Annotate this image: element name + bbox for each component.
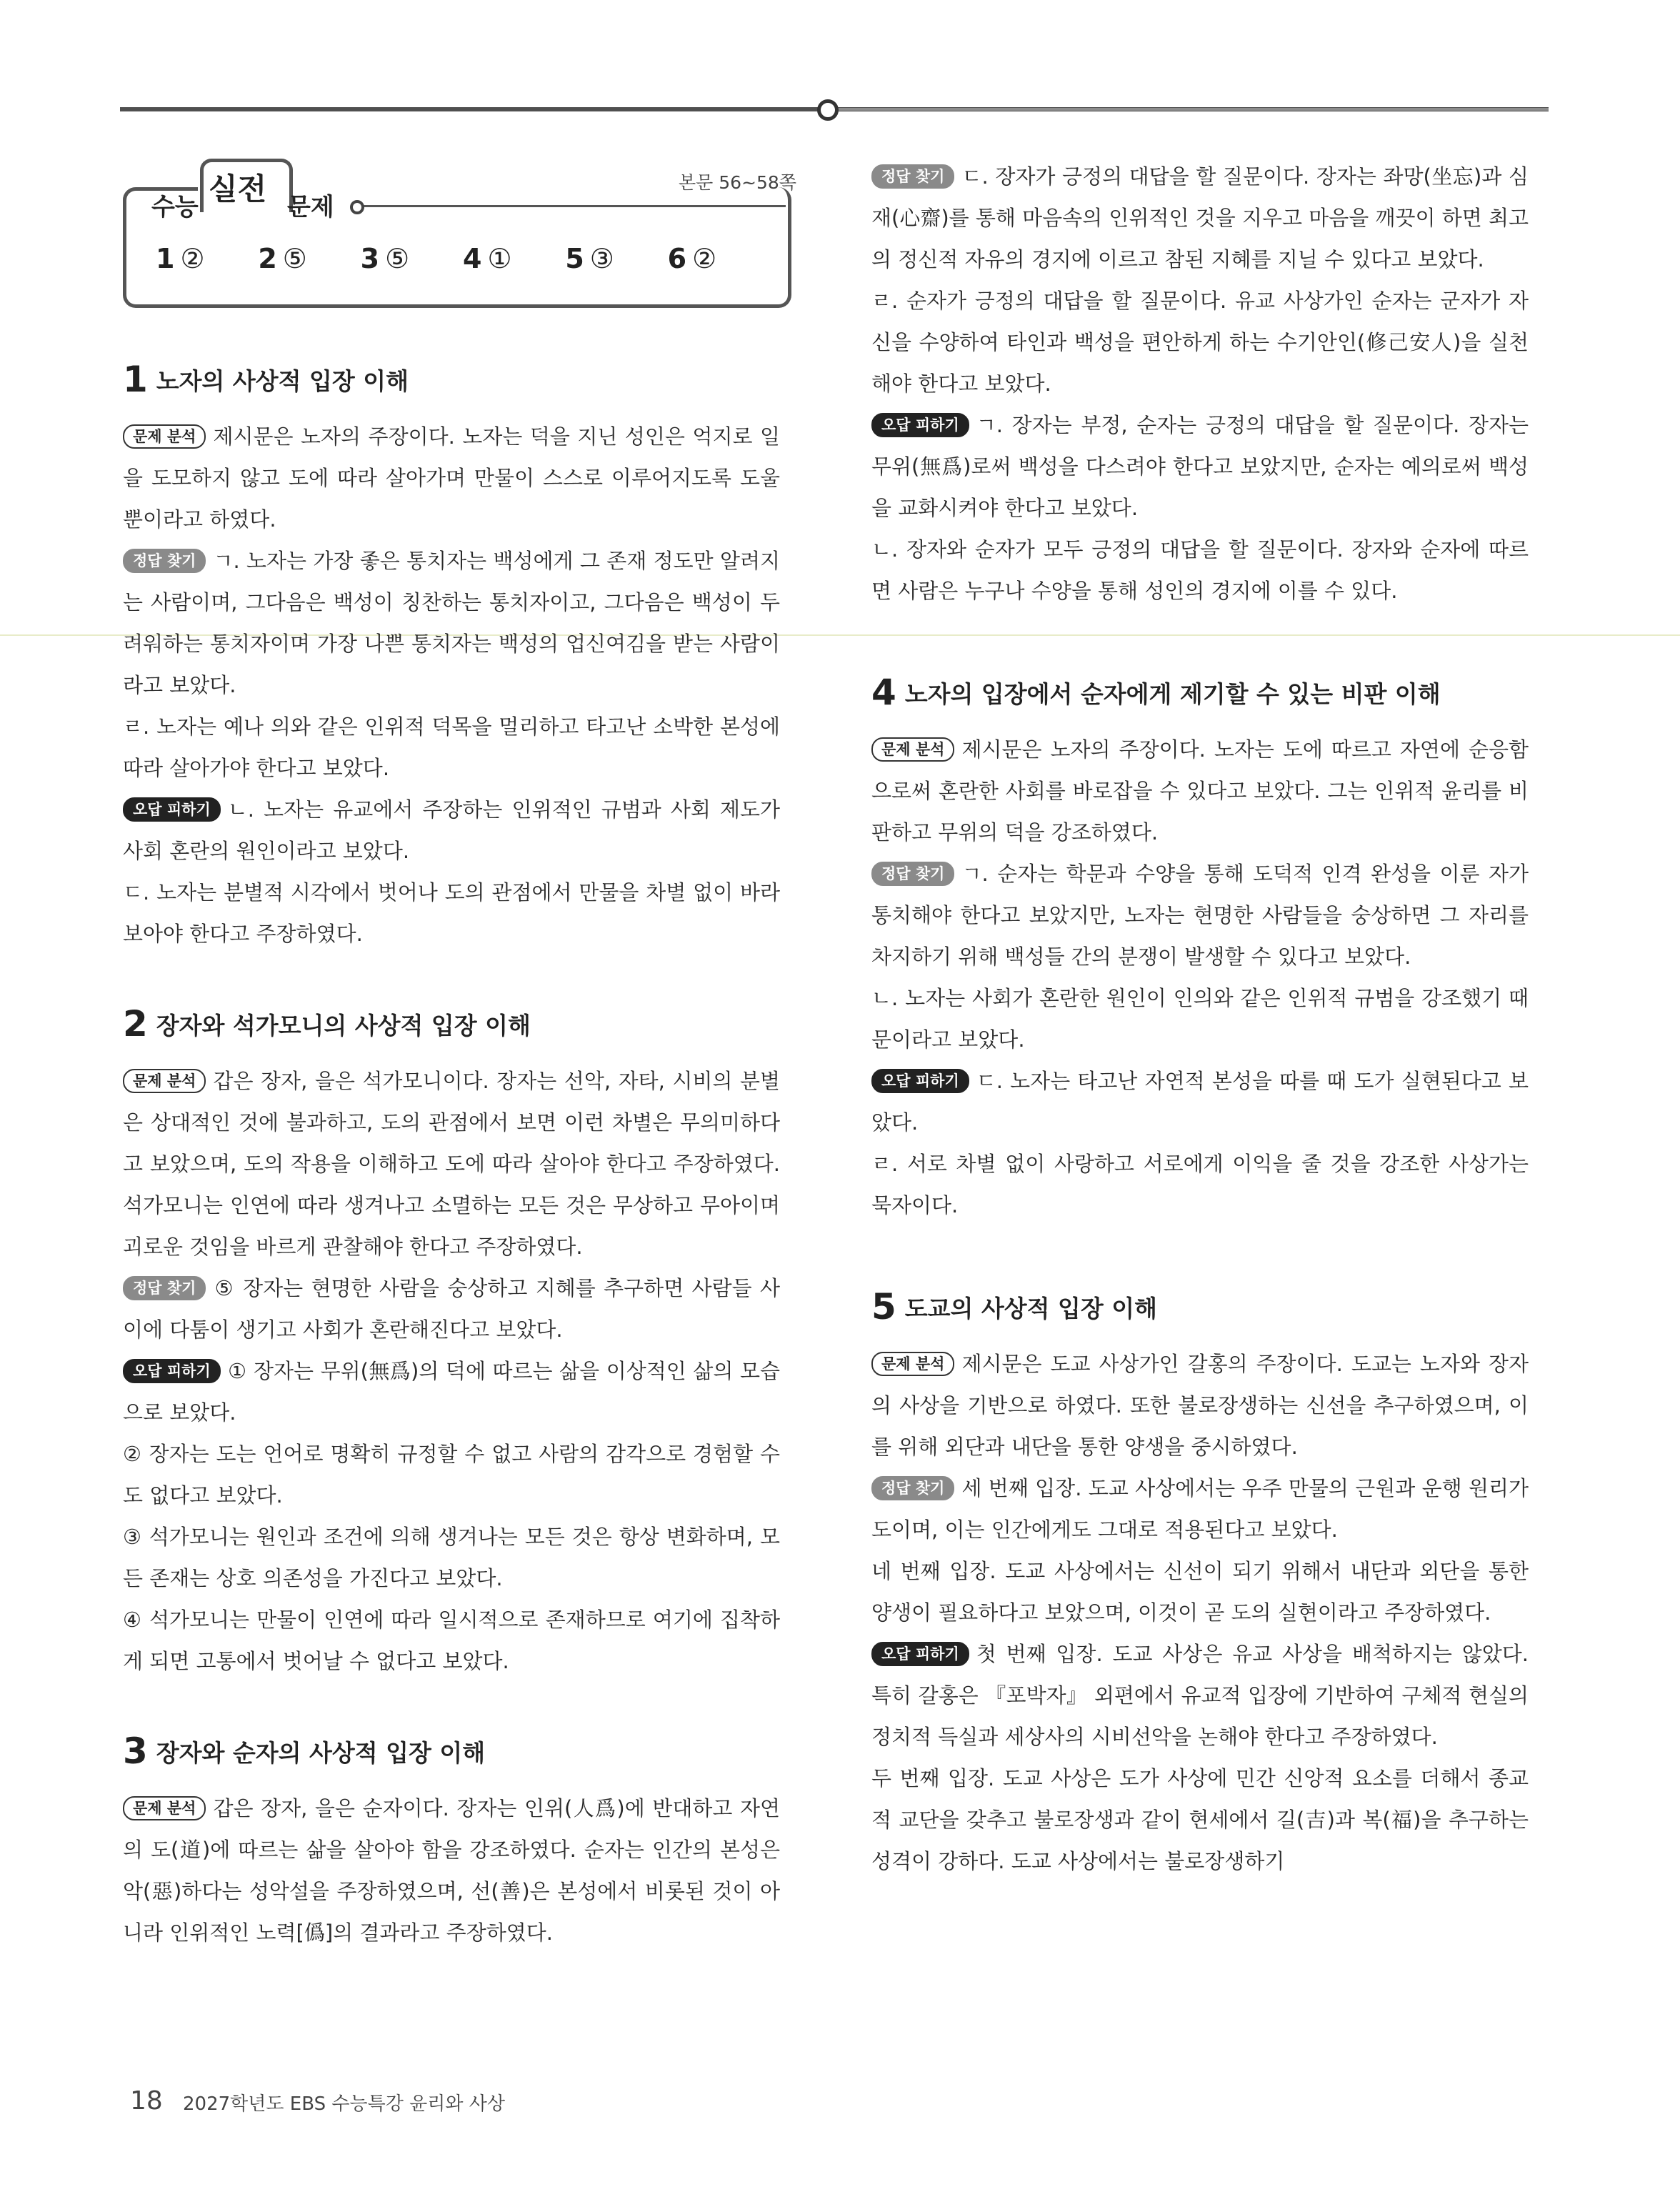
- q5-wrong-2: 두 번째 입장. 도교 사상은 도가 사상에 민간 신앙적 요소를 더해서 종교적 교단을 갖추고 불로장생과 같이 현세에서 길(吉)과 복(福)을 추구하는 성격이 강하다. 도교 사상에서는 불로장생하기: [871, 1766, 1529, 1873]
- q3-analysis: 문제 분석 갑은 장자, 을은 순자이다. 장자는 인위(人爲)에 반대하고 자연의 도(道)에 따르는 삶을 살아야 함을 강조하였다. 순자는 인간의 본성은 악(惡)하다는 성악설을 주장하였으며, 선(善)은 본성에서 비롯된 것이 아니라 인위적인 노력[僞]의 결과라고 주장하였다.: [123, 1796, 780, 1945]
- q2-analysis: 문제 분석 갑은 장자, 을은 석가모니이다. 장자는 선악, 자타, 시비의 분별은 상대적인 것에 불과하고, 도의 관점에서 보면 이런 차별은 무의미하다고 보았으며, 도의 작용을 이해하고 도에 따라 살아야 한다고 주장하였다. 석가모니는 인연에 따라 생겨나고 소멸하는 모든 것은 무상하고 무아이며 괴로운 것임을 바르게 관찰해야 한다고 주장하였다.: [123, 1069, 780, 1259]
- section-title: 노자의 사상적 입장 이해: [156, 367, 409, 395]
- section-number: 5: [871, 1286, 896, 1327]
- q2-wrong-4: ④ 석가모니는 만물이 인연에 따라 일시적으로 존재하므로 여기에 집착하게 되면 고통에서 벗어날 수 없다고 보았다.: [123, 1608, 780, 1673]
- section-number: 3: [123, 1730, 148, 1772]
- q4-correct-2: ㄴ. 노자는 사회가 혼란한 원인이 인의와 같은 인위적 규범을 강조했기 때문이라고 보았다.: [871, 986, 1529, 1052]
- section-title: 도교의 사상적 입장 이해: [904, 1295, 1158, 1322]
- answer-box-dot: [350, 200, 364, 214]
- q1-correct: 정답 찾기 ㄱ. 노자는 가장 좋은 통치자는 백성에게 그 존재 정도만 알려지는 사람이며, 그다음은 백성이 칭찬하는 통치자이고, 그다음은 백성이 두려워하는 통치자이며 가장 나쁜 통치자는 백성의 업신여김을 받는 사람이라고 보았다.: [123, 549, 780, 697]
- badge-wrong: 오답 피하기: [871, 413, 969, 437]
- badge-analysis: 문제 분석: [123, 1069, 206, 1093]
- answer-number: 5: [565, 243, 584, 274]
- answer-item: [258, 243, 360, 274]
- badge-analysis: 문제 분석: [871, 1352, 954, 1376]
- answer-box-title-left: 수능: [151, 193, 199, 221]
- badge-wrong: 오답 피하기: [123, 1359, 221, 1383]
- book-title: 2027학년도 EBS 수능특강 윤리와 사상: [183, 2093, 505, 2115]
- answer-list: [156, 243, 770, 274]
- badge-wrong: 오답 피하기: [871, 1642, 969, 1666]
- section-heading-q2: [123, 1003, 780, 1045]
- q3-correct: 정답 찾기 ㄷ. 장자가 긍정의 대답을 할 질문이다. 장자는 좌망(坐忘)과 심재(心齋)를 통해 마음속의 인위적인 것을 지우고 마음을 깨끗이 하면 최고의 정신적 자유의 경지에 이르고 참된 지혜를 지닐 수 있다고 보았다.: [871, 164, 1529, 271]
- q4-correct: 정답 찾기 ㄱ. 순자는 학문과 수양을 통해 도덕적 인격 완성을 이룬 자가 통치해야 한다고 보았지만, 노자는 현명한 사람들을 숭상하면 그 자리를 차지하기 위해 백성들 간의 분쟁이 발생할 수 있다고 보았다.: [871, 862, 1529, 969]
- answer-item: [565, 243, 667, 274]
- right-column: [871, 156, 1529, 1882]
- q1-wrong: 오답 피하기 ㄴ. 노자는 유교에서 주장하는 인위적인 규범과 사회 제도가 사회 혼란의 원인이라고 보았다.: [123, 797, 780, 863]
- answer-number: 3: [360, 243, 380, 274]
- answer-choice: ②: [692, 243, 717, 274]
- page-number: 18: [130, 2086, 163, 2116]
- answer-choice: ③: [589, 243, 614, 274]
- badge-analysis: 문제 분석: [123, 1796, 206, 1820]
- answer-item: [156, 243, 258, 274]
- left-column: [123, 359, 780, 1953]
- answer-choice: ⑤: [385, 243, 410, 274]
- answer-number: 4: [462, 243, 482, 274]
- section-heading-q5: [871, 1286, 1529, 1327]
- answer-item: [463, 243, 565, 274]
- q2-wrong: 오답 피하기 ① 장자는 무위(無爲)의 덕에 따르는 삶을 이상적인 삶의 모습으로 보았다.: [123, 1359, 780, 1425]
- answer-choice: ⑤: [282, 243, 307, 274]
- top-rule-right: [834, 108, 1549, 111]
- q1-analysis: 문제 분석 제시문은 노자의 주장이다. 노자는 덕을 지닌 성인은 억지로 일을 도모하지 않고 도에 따라 살아가며 만물이 스스로 이루어지도록 도울 뿐이라고 하였다.: [123, 424, 780, 532]
- q1-correct-2: ㄹ. 노자는 예나 의와 같은 인위적 덕목을 멀리하고 타고난 소박한 본성에 따라 살아가야 한다고 보았다.: [123, 714, 780, 780]
- badge-wrong: 오답 피하기: [123, 797, 221, 822]
- q4-wrong: 오답 피하기 ㄷ. 노자는 타고난 자연적 본성을 따를 때 도가 실현된다고 보았다.: [871, 1069, 1529, 1135]
- q1-wrong-2: ㄷ. 노자는 분별적 시각에서 벗어나 도의 관점에서 만물을 차별 없이 바라보아야 한다고 주장하였다.: [123, 880, 780, 946]
- section-number: 4: [871, 672, 896, 713]
- q2-wrong-3: ③ 석가모니는 원인과 조건에 의해 생겨나는 모든 것은 항상 변화하며, 모든 존재는 상호 의존성을 가진다고 보았다.: [123, 1525, 780, 1590]
- q3-wrong-2: ㄴ. 장자와 순자가 모두 긍정의 대답을 할 질문이다. 장자와 순자에 따르면 사람은 누구나 수양을 통해 성인의 경지에 이를 수 있다.: [871, 537, 1529, 603]
- section-heading-q1: [123, 359, 780, 400]
- answer-box-title-mid: 실전: [209, 171, 267, 206]
- q5-wrong: 오답 피하기 첫 번째 입장. 도교 사상은 유교 사상을 배척하지는 않았다. 특히 갈홍은 『포박자』 외편에서 유교적 입장에 기반하여 구체적 현실의 정치적 득실과 세상사의 시비선악을 논해야 한다고 주장하였다.: [871, 1642, 1529, 1749]
- answer-item: [361, 243, 463, 274]
- answer-choice: ②: [180, 243, 205, 274]
- section-title: 장자와 석가모니의 사상적 입장 이해: [156, 1012, 531, 1040]
- q3-wrong: 오답 피하기 ㄱ. 장자는 부정, 순자는 긍정의 대답을 할 질문이다. 장자는 무위(無爲)로써 백성을 다스려야 한다고 보았지만, 순자는 예의로써 백성을 교화시켜야 한다고 보았다.: [871, 413, 1529, 520]
- answer-box-reference: 본문 56~58쪽: [679, 172, 796, 193]
- q5-correct: 정답 찾기 세 번째 입장. 도교 사상에서는 우주 만물의 근원과 운행 원리가 도이며, 이는 인간에게도 그대로 적용된다고 보았다.: [871, 1476, 1529, 1542]
- q3-correct-2: ㄹ. 순자가 긍정의 대답을 할 질문이다. 유교 사상가인 순자는 군자가 자신을 수양하여 타인과 백성을 편안하게 하는 수기안인(修己安人)을 실천해야 한다고 보았다.: [871, 289, 1529, 396]
- badge-correct: 정답 찾기: [871, 164, 954, 189]
- answer-number: 6: [667, 243, 687, 274]
- section-number: 2: [123, 1003, 148, 1045]
- badge-correct: 정답 찾기: [871, 1476, 954, 1500]
- section-heading-q3: [123, 1730, 780, 1772]
- section-number: 1: [123, 359, 148, 400]
- answer-choice: ①: [487, 243, 512, 274]
- q5-correct-2: 네 번째 입장. 도교 사상에서는 신선이 되기 위해서 내단과 외단을 통한 양생이 필요하다고 보았으며, 이것이 곧 도의 실현이라고 주장하였다.: [871, 1559, 1529, 1625]
- q5-analysis: 문제 분석 제시문은 도교 사상가인 갈홍의 주장이다. 도교는 노자와 장자의 사상을 기반으로 하였다. 또한 불로장생하는 신선을 추구하였으며, 이를 위해 외단과 내단을 통한 양생을 중시하였다.: [871, 1352, 1529, 1459]
- q4-wrong-2: ㄹ. 서로 차별 없이 사랑하고 서로에게 이익을 줄 것을 강조한 사상가는 묵자이다.: [871, 1152, 1529, 1217]
- answer-number: 2: [258, 243, 277, 274]
- section-title: 노자의 입장에서 순자에게 제기할 수 있는 비판 이해: [904, 680, 1441, 708]
- answer-number: 1: [156, 243, 175, 274]
- section-title: 장자와 순자의 사상적 입장 이해: [156, 1739, 486, 1767]
- badge-analysis: 문제 분석: [871, 737, 954, 762]
- q2-correct: 정답 찾기 ⑤ 장자는 현명한 사람을 숭상하고 지혜를 추구하면 사람들 사이에 다툼이 생기고 사회가 혼란해진다고 보았다.: [123, 1276, 780, 1342]
- badge-correct: 정답 찾기: [871, 862, 954, 886]
- badge-wrong: 오답 피하기: [871, 1069, 969, 1093]
- q4-analysis: 문제 분석 제시문은 노자의 주장이다. 노자는 도에 따르고 자연에 순응함으로써 혼란한 사회를 바로잡을 수 있다고 보았다. 그는 인위적 윤리를 비판하고 무위의 덕을 강조하였다.: [871, 737, 1529, 845]
- q2-wrong-2: ② 장자는 도는 언어로 명확히 규정할 수 없고 사람의 감각으로 경험할 수도 없다고 보았다.: [123, 1442, 780, 1508]
- answer-item: [668, 243, 770, 274]
- section-heading-q4: [871, 672, 1529, 713]
- answer-box-top-line: [357, 205, 786, 207]
- badge-correct: 정답 찾기: [123, 549, 206, 573]
- badge-analysis: 문제 분석: [123, 424, 206, 449]
- answer-box-title-right: 문제: [287, 193, 334, 221]
- top-rule-marker: [817, 99, 839, 121]
- badge-correct: 정답 찾기: [123, 1276, 206, 1300]
